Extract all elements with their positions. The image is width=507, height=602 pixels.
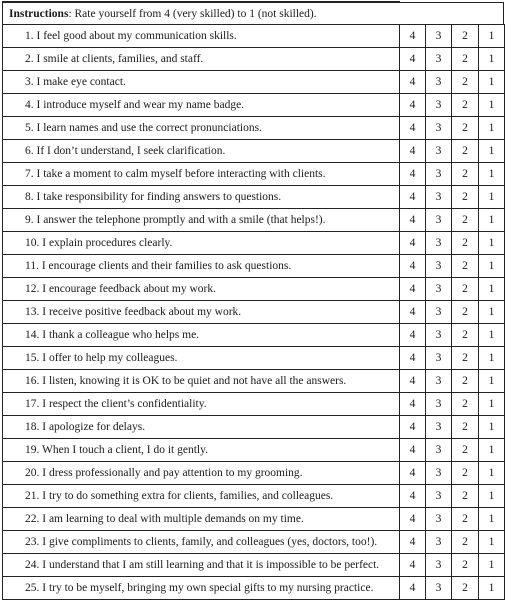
rating-option-1[interactable]: 1	[479, 531, 505, 554]
statement-cell: 6. If I don’t understand, I seek clarification.	[3, 140, 400, 163]
rating-option-3[interactable]: 3	[426, 462, 452, 485]
rating-option-1[interactable]: 1	[479, 577, 505, 600]
statement-cell: 8. I take responsibility for finding answers to questions.	[3, 186, 400, 209]
rating-option-3[interactable]: 3	[426, 485, 452, 508]
rating-option-2[interactable]: 2	[452, 163, 479, 186]
statement-cell: 15. I offer to help my colleagues.	[3, 347, 400, 370]
instructions-text: : Rate yourself from 4 (very skilled) to 1 (not skilled).	[68, 8, 317, 20]
rating-option-4[interactable]: 4	[400, 347, 426, 370]
rating-option-1[interactable]: 1	[479, 209, 505, 232]
rating-option-2[interactable]: 2	[452, 301, 479, 324]
rating-option-2[interactable]: 2	[452, 485, 479, 508]
statement-cell: 5. I learn names and use the correct pronunciations.	[3, 117, 400, 140]
statement-cell: 14. I thank a colleague who helps me.	[3, 324, 400, 347]
table-row	[3, 577, 505, 600]
rating-option-3[interactable]: 3	[426, 554, 452, 577]
rating-option-4[interactable]: 4	[400, 94, 426, 117]
rating-option-2[interactable]: 2	[452, 209, 479, 232]
rating-option-3[interactable]: 3	[426, 25, 452, 48]
rating-option-3[interactable]: 3	[426, 531, 452, 554]
rating-option-4[interactable]: 4	[400, 209, 426, 232]
rating-option-2[interactable]: 2	[452, 71, 479, 94]
rating-option-3[interactable]: 3	[426, 508, 452, 531]
rating-option-1[interactable]: 1	[479, 232, 505, 255]
rating-option-1[interactable]: 1	[479, 278, 505, 301]
rating-table	[2, 24, 505, 600]
rating-option-4[interactable]: 4	[400, 278, 426, 301]
statement-cell: 19. When I touch a client, I do it gently.	[3, 439, 400, 462]
table-row	[3, 347, 505, 370]
table-row	[3, 531, 505, 554]
rating-option-1[interactable]: 1	[479, 485, 505, 508]
rating-option-4[interactable]: 4	[400, 117, 426, 140]
statement-cell: 9. I answer the telephone promptly and with a smile (that helps!).	[3, 209, 400, 232]
rating-option-1[interactable]: 1	[479, 48, 505, 71]
rating-option-4[interactable]: 4	[400, 25, 426, 48]
rating-option-2[interactable]: 2	[452, 462, 479, 485]
rating-option-3[interactable]: 3	[426, 94, 452, 117]
statement-cell: 23. I give compliments to clients, family, and colleagues (yes, doctors, too!).	[3, 531, 400, 554]
statement-cell: 17. I respect the client’s confidentiality.	[3, 393, 400, 416]
statement-cell: 1. I feel good about my communication skills.	[3, 25, 400, 48]
rating-option-3[interactable]: 3	[426, 370, 452, 393]
rating-option-2[interactable]: 2	[452, 508, 479, 531]
rating-option-3[interactable]: 3	[426, 255, 452, 278]
rating-option-4[interactable]: 4	[400, 163, 426, 186]
table-row	[3, 439, 505, 462]
table-row	[3, 94, 505, 117]
rating-option-4[interactable]: 4	[400, 577, 426, 600]
rating-option-3[interactable]: 3	[426, 324, 452, 347]
rating-option-2[interactable]: 2	[452, 117, 479, 140]
table-row	[3, 324, 505, 347]
rating-option-2[interactable]: 2	[452, 186, 479, 209]
rating-option-1[interactable]: 1	[479, 71, 505, 94]
rating-option-3[interactable]: 3	[426, 71, 452, 94]
rating-option-3[interactable]: 3	[426, 186, 452, 209]
table-row	[3, 163, 505, 186]
table-row	[3, 462, 505, 485]
statement-cell: 25. I try to be myself, bringing my own special gifts to my nursing practice.	[3, 577, 400, 600]
rating-option-4[interactable]: 4	[400, 324, 426, 347]
table-row	[3, 508, 505, 531]
table-row	[3, 209, 505, 232]
table-row	[3, 416, 505, 439]
instructions-row	[2, 2, 504, 24]
rating-option-4[interactable]: 4	[400, 370, 426, 393]
rating-option-2[interactable]: 2	[452, 416, 479, 439]
rating-option-2[interactable]: 2	[452, 48, 479, 71]
table-row	[3, 485, 505, 508]
statement-cell: 16. I listen, knowing it is OK to be quiet and not have all the answers.	[3, 370, 400, 393]
rating-option-1[interactable]: 1	[479, 255, 505, 278]
table-row	[3, 117, 505, 140]
rating-option-1[interactable]: 1	[479, 347, 505, 370]
table-row	[3, 278, 505, 301]
rating-option-3[interactable]: 3	[426, 577, 452, 600]
rating-option-3[interactable]: 3	[426, 209, 452, 232]
rating-option-2[interactable]: 2	[452, 255, 479, 278]
rating-option-4[interactable]: 4	[400, 140, 426, 163]
rating-option-2[interactable]: 2	[452, 531, 479, 554]
rating-option-4[interactable]: 4	[400, 462, 426, 485]
statement-cell: 12. I encourage feedback about my work.	[3, 278, 400, 301]
rating-option-1[interactable]: 1	[479, 117, 505, 140]
rating-option-3[interactable]: 3	[426, 232, 452, 255]
rating-option-3[interactable]: 3	[426, 117, 452, 140]
rating-option-2[interactable]: 2	[452, 554, 479, 577]
rating-option-4[interactable]: 4	[400, 301, 426, 324]
rating-option-4[interactable]: 4	[400, 531, 426, 554]
rating-option-2[interactable]: 2	[452, 140, 479, 163]
rating-option-2[interactable]: 2	[452, 393, 479, 416]
rating-option-4[interactable]: 4	[400, 71, 426, 94]
statement-cell: 4. I introduce myself and wear my name badge.	[3, 94, 400, 117]
table-row	[3, 186, 505, 209]
rating-option-3[interactable]: 3	[426, 140, 452, 163]
rating-option-2[interactable]: 2	[452, 25, 479, 48]
rating-option-3[interactable]: 3	[426, 301, 452, 324]
table-row	[3, 71, 505, 94]
rating-option-1[interactable]: 1	[479, 94, 505, 117]
rating-table-body	[3, 25, 505, 600]
rating-option-4[interactable]: 4	[400, 554, 426, 577]
rating-option-4[interactable]: 4	[400, 485, 426, 508]
statement-cell: 22. I am learning to deal with multiple demands on my time.	[3, 508, 400, 531]
rating-option-1[interactable]: 1	[479, 462, 505, 485]
statement-cell: 13. I receive positive feedback about my work.	[3, 301, 400, 324]
rating-option-2[interactable]: 2	[452, 577, 479, 600]
rating-option-2[interactable]: 2	[452, 278, 479, 301]
rating-option-4[interactable]: 4	[400, 416, 426, 439]
rating-option-1[interactable]: 1	[479, 416, 505, 439]
statement-cell: 21. I try to do something extra for clients, families, and colleagues.	[3, 485, 400, 508]
table-row	[3, 301, 505, 324]
table-row	[3, 232, 505, 255]
rating-option-4[interactable]: 4	[400, 186, 426, 209]
rating-option-2[interactable]: 2	[452, 370, 479, 393]
rating-option-3[interactable]: 3	[426, 278, 452, 301]
rating-option-3[interactable]: 3	[426, 439, 452, 462]
rating-option-4[interactable]: 4	[400, 232, 426, 255]
rating-option-1[interactable]: 1	[479, 301, 505, 324]
table-row	[3, 554, 505, 577]
rating-option-3[interactable]: 3	[426, 48, 452, 71]
rating-option-2[interactable]: 2	[452, 324, 479, 347]
statement-cell: 18. I apologize for delays.	[3, 416, 400, 439]
statement-cell: 11. I encourage clients and their families to ask questions.	[3, 255, 400, 278]
table-row	[3, 140, 505, 163]
statement-cell: 20. I dress professionally and pay attention to my grooming.	[3, 462, 400, 485]
rating-option-1[interactable]: 1	[479, 25, 505, 48]
rating-option-2[interactable]: 2	[452, 439, 479, 462]
statement-cell: 10. I explain procedures clearly.	[3, 232, 400, 255]
instructions-label: Instructions	[9, 8, 69, 20]
rating-option-4[interactable]: 4	[400, 508, 426, 531]
rating-option-4[interactable]: 4	[400, 255, 426, 278]
rating-option-1[interactable]: 1	[479, 324, 505, 347]
table-row	[3, 393, 505, 416]
rating-option-1[interactable]: 1	[479, 163, 505, 186]
rating-option-1[interactable]: 1	[479, 370, 505, 393]
table-row	[3, 370, 505, 393]
table-row	[3, 25, 505, 48]
rating-option-2[interactable]: 2	[452, 347, 479, 370]
rating-option-4[interactable]: 4	[400, 48, 426, 71]
rating-option-4[interactable]: 4	[400, 393, 426, 416]
statement-cell: 2. I smile at clients, families, and staff.	[3, 48, 400, 71]
rating-option-1[interactable]: 1	[479, 508, 505, 531]
statement-cell: 7. I take a moment to calm myself before interacting with clients.	[3, 163, 400, 186]
rating-option-1[interactable]: 1	[479, 439, 505, 462]
rating-option-1[interactable]: 1	[479, 186, 505, 209]
rating-option-3[interactable]: 3	[426, 163, 452, 186]
rating-option-4[interactable]: 4	[400, 439, 426, 462]
rating-option-1[interactable]: 1	[479, 140, 505, 163]
rating-option-1[interactable]: 1	[479, 393, 505, 416]
table-row	[3, 255, 505, 278]
rating-option-3[interactable]: 3	[426, 416, 452, 439]
rating-option-3[interactable]: 3	[426, 393, 452, 416]
rating-option-2[interactable]: 2	[452, 232, 479, 255]
rating-option-1[interactable]: 1	[479, 554, 505, 577]
table-row	[3, 48, 505, 71]
rating-option-2[interactable]: 2	[452, 94, 479, 117]
statement-cell: 3. I make eye contact.	[3, 71, 400, 94]
rating-option-3[interactable]: 3	[426, 347, 452, 370]
statement-cell: 24. I understand that I am still learning and that it is impossible to be perfect.	[3, 554, 400, 577]
